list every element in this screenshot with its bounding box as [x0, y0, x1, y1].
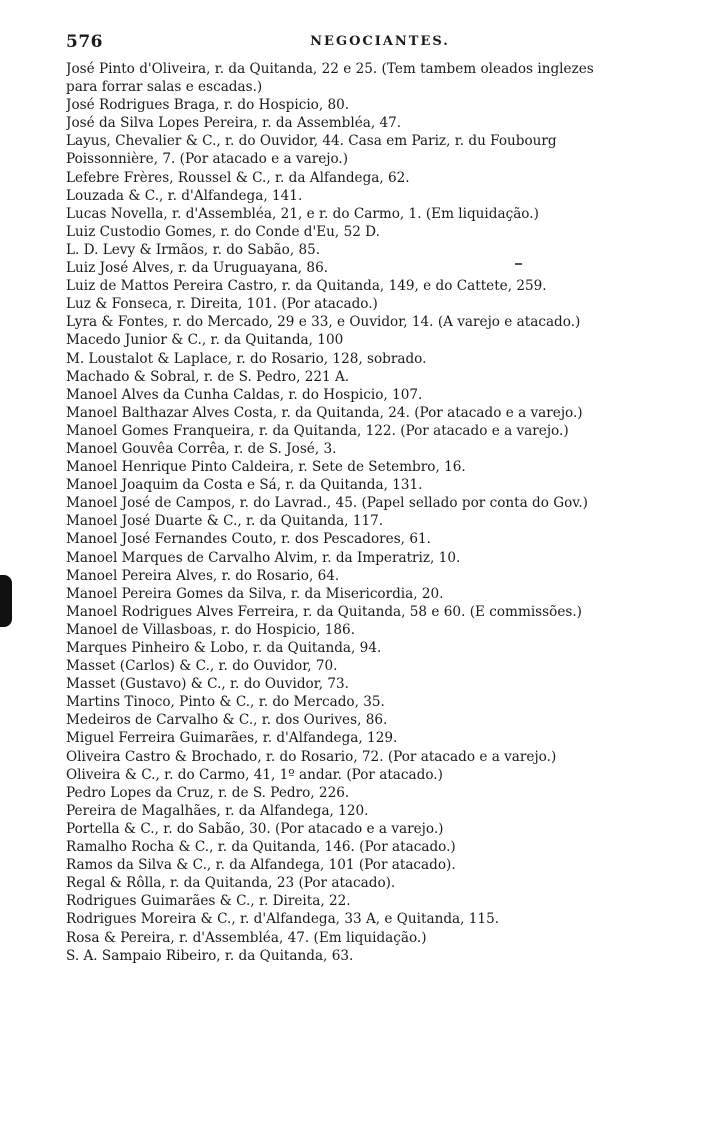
- entry-text: L. D. Levy & Irmãos, r. do Sabão, 85.: [66, 241, 321, 258]
- directory-entry: [66, 277, 696, 295]
- entry-text: Masset (Gustavo) & C., r. do Ouvidor, 73.: [66, 676, 349, 693]
- directory-entry: [66, 657, 696, 675]
- entry-text: M. Loustalot & Laplace, r. do Rosario, 128, sobrado.: [66, 350, 427, 367]
- directory-entry: [66, 802, 696, 820]
- directory-entry: [66, 386, 696, 404]
- entry-text: Layus, Chevalier & C., r. do Ouvidor, 44. Casa em Pariz, r. du Foubourg: [66, 133, 557, 150]
- directory-entry: [66, 910, 696, 928]
- entry-text: Pereira de Magalhães, r. da Alfandega, 120.: [66, 802, 369, 819]
- entry-text: Oliveira & C., r. do Carmo, 41, 1º andar. (Por atacado.): [66, 766, 443, 783]
- entry-text: Manoel Gomes Franqueira, r. da Quitanda, 122. (Por atacado e a varejo.): [66, 422, 569, 439]
- entry-text: Martins Tinoco, Pinto & C., r. do Mercado, 35.: [66, 694, 385, 711]
- entry-text: Manoel Alves da Cunha Caldas, r. do Hospicio, 107.: [66, 386, 423, 403]
- directory-entry: [66, 567, 696, 585]
- entry-text: Oliveira Castro & Brochado, r. do Rosario, 72. (Por atacado e a varejo.): [66, 748, 557, 765]
- page-number: 576: [66, 32, 103, 52]
- entry-text: José Rodrigues Braga, r. do Hospicio, 80.: [66, 97, 350, 114]
- directory-entry: [66, 621, 696, 639]
- directory-entry: [66, 241, 696, 259]
- entry-text: Portella & C., r. do Sabão, 30. (Por atacado e a varejo.): [66, 820, 444, 837]
- directory-entry: [66, 838, 696, 856]
- entry-text: Luiz José Alves, r. da Uruguayana, 86.: [66, 260, 329, 277]
- section-title: NEGOCIANTES.: [310, 34, 450, 49]
- directory-entry: [66, 585, 696, 603]
- entry-text: Rosa & Pereira, r. d'Assembléa, 47. (Em liquidação.): [66, 929, 427, 946]
- directory-entry: [66, 947, 696, 965]
- binding-shadow: [0, 575, 12, 627]
- directory-entry: [66, 639, 696, 657]
- entry-text: Louzada & C., r. d'Alfandega, 141.: [66, 187, 303, 204]
- directory-entry: [66, 530, 696, 548]
- directory-entry: [66, 96, 696, 114]
- entry-text: Manoel José de Campos, r. do Lavrad., 45. (Papel sellado por conta do Gov.): [66, 495, 588, 512]
- entry-text: Marques Pinheiro & Lobo, r. da Quitanda, 94.: [66, 640, 382, 656]
- directory-entry: [66, 603, 696, 621]
- entry-text: Manoel Gouvêa Corrêa, r. de S. José, 3.: [66, 440, 337, 457]
- entry-text: Ramos da Silva & C., r. da Alfandega, 101 (Por atacado).: [66, 857, 456, 874]
- directory-entry: [66, 368, 696, 386]
- entry-text: Machado & Sobral, r. de S. Pedro, 221 A.: [66, 368, 350, 385]
- directory-entry: [66, 820, 696, 838]
- directory-entry: [66, 187, 696, 205]
- entry-text: Manoel Marques de Carvalho Alvim, r. da Imperatriz, 10.: [66, 549, 461, 566]
- entry-text: José Pinto d'Oliveira, r. da Quitanda, 22 e 25. (Tem tambem oleados inglezes: [66, 61, 594, 77]
- entry-text: Medeiros de Carvalho & C., r. dos Ourives, 86.: [66, 712, 388, 729]
- page-header: [66, 32, 694, 54]
- directory-entry: [66, 711, 696, 729]
- entry-text: Manoel de Villasboas, r. do Hospicio, 186.: [66, 621, 356, 638]
- directory-entry: [66, 169, 696, 187]
- directory-entry: [66, 675, 696, 693]
- entry-continuation: para forrar salas e escadas.): [66, 79, 263, 96]
- directory-entry: [66, 114, 696, 132]
- entry-text: Manoel Balthazar Alves Costa, r. da Quitanda, 24. (Por atacado e a varejo.): [66, 404, 583, 421]
- directory-entry: [66, 729, 696, 747]
- directory-entry: [66, 313, 696, 331]
- entry-text: Pedro Lopes da Cruz, r. de S. Pedro, 226.: [66, 784, 350, 801]
- entry-text: Manoel Henrique Pinto Caldeira, r. Sete de Setembro, 16.: [66, 459, 466, 476]
- directory-entry: [66, 331, 696, 349]
- entry-text: Manoel Joaquim da Costa e Sá, r. da Quitanda, 131.: [66, 477, 423, 494]
- entry-text: Ramalho Rocha & C., r. da Quitanda, 146. (Por atacado.): [66, 839, 456, 856]
- directory-entry: [66, 132, 696, 168]
- directory-entry: [66, 784, 696, 802]
- entry-text: Lyra & Fontes, r. do Mercado, 29 e 33, e Ouvidor, 14. (A varejo e atacado.): [66, 314, 581, 331]
- directory-entry: [66, 223, 696, 241]
- entry-text: Miguel Ferreira Guimarães, r. d'Alfandega, 129.: [66, 730, 398, 747]
- directory-entry: [66, 440, 696, 458]
- entry-text: Luiz de Mattos Pereira Castro, r. da Quitanda, 149, e do Cattete, 259.: [66, 278, 547, 295]
- directory-entry: [66, 404, 696, 422]
- directory-entry: [66, 205, 696, 223]
- entry-text: Masset (Carlos) & C., r. do Ouvidor, 70.: [66, 658, 338, 675]
- directory-entry: [66, 494, 696, 512]
- entry-text: Manoel Pereira Alves, r. do Rosario, 64.: [66, 567, 340, 584]
- entry-text: Regal & Rôlla, r. da Quitanda, 23 (Por atacado).: [66, 875, 396, 892]
- entry-text: Luz & Fonseca, r. Direita, 101. (Por atacado.): [66, 296, 378, 313]
- directory-entry: [66, 60, 696, 96]
- directory-entry: [66, 512, 696, 530]
- directory-entry: [66, 458, 696, 476]
- entry-continuation: Poissonnière, 7. (Por atacado e a varejo.): [66, 151, 349, 168]
- entry-text: Manoel Rodrigues Alves Ferreira, r. da Quitanda, 58 e 60. (E commissões.): [66, 603, 582, 620]
- directory-entry: [66, 766, 696, 784]
- directory-entry: [66, 874, 696, 892]
- entry-text: José da Silva Lopes Pereira, r. da Assembléa, 47.: [66, 115, 402, 132]
- entry-text: Rodrigues Guimarães & C., r. Direita, 22.: [66, 893, 351, 910]
- directory-entry: [66, 259, 696, 277]
- entry-text: Luiz Custodio Gomes, r. do Conde d'Eu, 52 D.: [66, 223, 380, 240]
- entry-text: Macedo Junior & C., r. da Quitanda, 100: [66, 332, 344, 349]
- entry-text: Lucas Novella, r. d'Assembléa, 21, e r. do Carmo, 1. (Em liquidação.): [66, 205, 539, 222]
- entry-text: S. A. Sampaio Ribeiro, r. da Quitanda, 63.: [66, 947, 354, 964]
- directory-entry: [66, 892, 696, 910]
- entry-text: Manoel José Fernandes Couto, r. dos Pescadores, 61.: [66, 531, 431, 548]
- directory-entry: [66, 549, 696, 567]
- entry-text: Manoel Pereira Gomes da Silva, r. da Misericordia, 20.: [66, 585, 444, 602]
- directory-entry: [66, 476, 696, 494]
- directory-entry: [66, 856, 696, 874]
- directory-entry: [66, 295, 696, 313]
- directory-entry: [66, 748, 696, 766]
- merchant-directory-list: [66, 60, 696, 965]
- directory-entry: [66, 350, 696, 368]
- directory-entry: [66, 693, 696, 711]
- ink-speck: [515, 263, 522, 265]
- directory-entry: [66, 929, 696, 947]
- entry-text: Rodrigues Moreira & C., r. d'Alfandega, 33 A, e Quitanda, 115.: [66, 911, 500, 928]
- entry-text: Manoel José Duarte & C., r. da Quitanda, 117.: [66, 513, 384, 530]
- entry-text: Lefebre Frères, Roussel & C., r. da Alfandega, 62.: [66, 169, 410, 186]
- directory-entry: [66, 422, 696, 440]
